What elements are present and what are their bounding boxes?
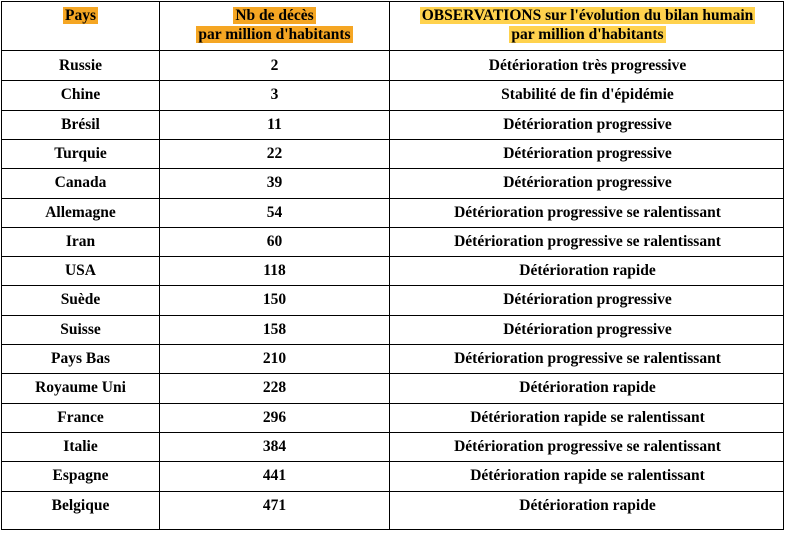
cell-pays: Italie (63, 437, 98, 455)
cell-pays: USA (64, 262, 96, 280)
cell-deces: 118 (263, 262, 286, 280)
cell-observation: Détérioration progressive se ralentissant (454, 350, 721, 367)
header-observations (390, 6, 785, 44)
cell-deces: 11 (267, 115, 282, 133)
row-divider (2, 80, 783, 81)
data-table (1, 1, 784, 530)
cell-pays: Allemagne (45, 203, 116, 221)
cell-observation: Détérioration progressive (503, 174, 672, 192)
cell-deces: 39 (266, 174, 283, 192)
cell-pays: Iran (65, 232, 96, 250)
cell-deces: 384 (262, 437, 287, 455)
cell-deces: 3 (270, 86, 279, 104)
cell-pays: Turquie (54, 144, 107, 162)
header-pays (2, 6, 159, 25)
cell-pays: Royaume Uni (35, 379, 126, 397)
cell-deces: 441 (262, 467, 287, 485)
cell-pays: Suède (60, 291, 101, 309)
cell-deces: 150 (262, 291, 287, 309)
cell-observation: Détérioration progressive (503, 291, 672, 309)
header-deces-label-2: par million d'habitants (198, 26, 351, 43)
cell-observation: Détérioration progressive se ralentissant (454, 203, 721, 221)
header-pays-label: Pays (65, 7, 96, 24)
cell-pays: France (57, 408, 104, 426)
header-obs-label-2: par million d'habitants (511, 26, 664, 43)
cell-observation: Détérioration rapide se ralentissant (470, 467, 705, 485)
row-divider (2, 198, 783, 199)
row-divider (2, 110, 783, 111)
header-deces (160, 6, 389, 44)
cell-deces: 60 (266, 232, 283, 250)
row-divider (2, 461, 783, 462)
cell-pays: Belgique (51, 496, 110, 514)
cell-deces: 54 (266, 203, 283, 221)
cell-observation: Détérioration très progressive (488, 57, 687, 74)
row-divider (2, 139, 783, 140)
cell-observation: Stabilité de fin d'épidémie (501, 86, 674, 104)
cell-observation: Détérioration rapide (519, 496, 656, 514)
header-obs-label-1: OBSERVATIONS sur l'évolution du bilan humain (421, 7, 754, 24)
cell-pays: Canada (54, 174, 107, 192)
row-divider (2, 256, 783, 257)
cell-deces: 158 (262, 320, 287, 338)
cell-deces: 22 (266, 144, 283, 162)
cell-observation: Détérioration rapide (519, 379, 656, 397)
cell-observation: Détérioration rapide (519, 262, 656, 280)
cell-observation: Détérioration progressive (503, 115, 672, 133)
row-divider (2, 315, 783, 316)
row-divider (2, 285, 783, 286)
row-divider (2, 432, 783, 433)
header-divider (2, 50, 783, 51)
cell-pays: Suisse (60, 320, 101, 338)
cell-deces: 296 (262, 408, 287, 426)
cell-deces: 471 (262, 496, 287, 514)
header-deces-label-1: Nb de décès (235, 7, 314, 24)
cell-deces: 2 (270, 57, 279, 74)
cell-observation: Détérioration progressive se ralentissant (454, 437, 721, 455)
cell-pays: Brésil (61, 115, 100, 133)
cell-pays: Chine (60, 86, 101, 104)
row-divider (2, 373, 783, 374)
row-divider (2, 491, 783, 492)
row-divider (2, 344, 783, 345)
cell-observation: Détérioration progressive se ralentissant (454, 232, 721, 250)
cell-pays: Russie (58, 57, 103, 74)
cell-deces: 210 (262, 350, 287, 367)
cell-observation: Détérioration progressive (503, 144, 672, 162)
row-divider (2, 227, 783, 228)
cell-pays: Pays Bas (51, 350, 110, 367)
cell-observation: Détérioration rapide se ralentissant (470, 408, 705, 426)
cell-pays: Espagne (52, 467, 109, 485)
row-divider (2, 403, 783, 404)
cell-deces: 228 (262, 379, 287, 397)
row-divider (2, 168, 783, 169)
cell-observation: Détérioration progressive (503, 320, 672, 338)
